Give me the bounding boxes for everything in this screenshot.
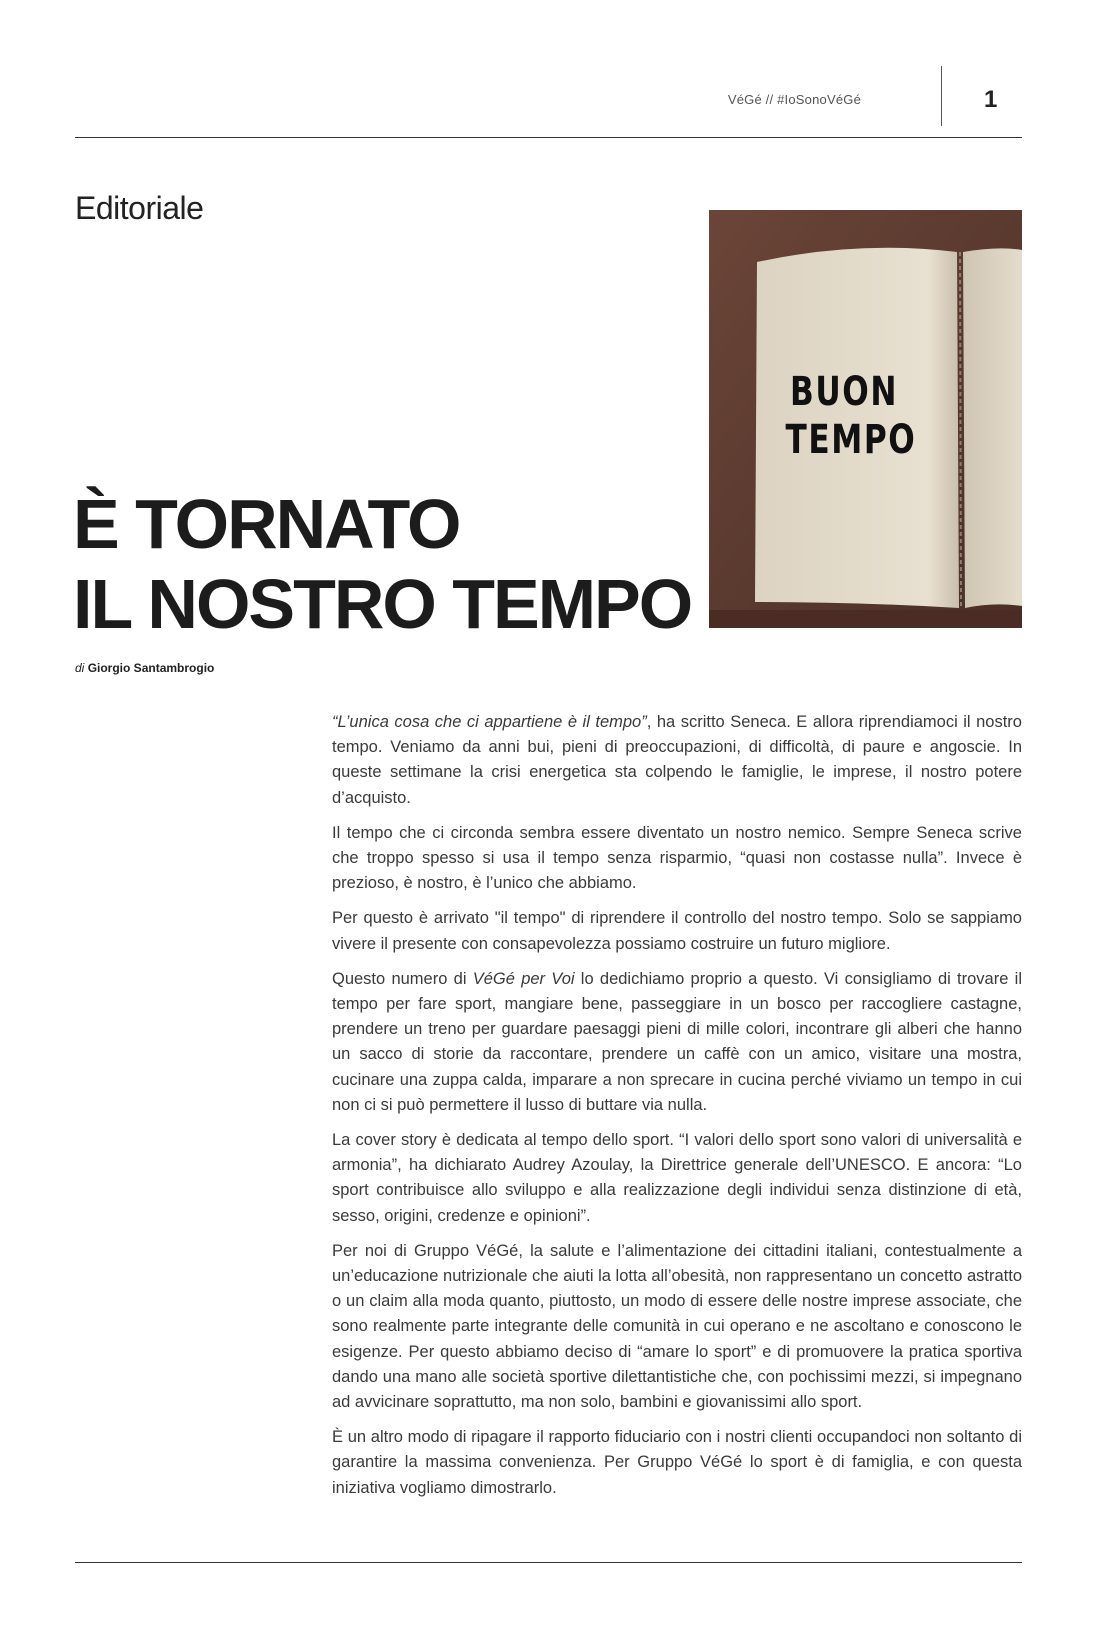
magazine-name: VéGé per Voi <box>472 969 575 988</box>
paragraph-4 <box>332 967 1022 1118</box>
section-label: Editoriale <box>75 190 204 226</box>
caption-line-1: BUON <box>789 369 898 415</box>
photo-caption <box>785 368 917 464</box>
article-title <box>73 484 691 644</box>
bottom-rule <box>75 1562 1022 1563</box>
notebook-photo <box>709 210 1022 628</box>
paragraph-3: Per questo è arrivato "il tempo" di riprendere il controllo del nostro tempo. Solo se sappiamo vivere il presente con consapevolezza possiamo costruire un futuro migliore. <box>332 909 1022 953</box>
caption-line-2: TEMPO <box>785 417 917 463</box>
byline <box>75 661 214 675</box>
article-body <box>332 710 1022 1511</box>
paragraph-4-start: Questo numero di <box>332 969 473 988</box>
paragraph-6: Per noi di Gruppo VéGé, la salute e l’alimentazione dei cittadini italiani, contestualmente a un’educazione nutrizionale che aiuti la lotta all’obesità, non rappresentano un concetto astratto o un claim alla moda quanto, piuttosto, un modo di essere delle nostre imprese associate, che sono realmente parte integrante delle comunità in cui operano e ne ascoltano e conoscono le esigenze. Per questo abbiamo deciso di “amare lo sport” e di promuovere la pratica sportiva dando una mano alle società sportive dilettantistiche che, con pochissimi mezzi, si impegnano ad avvicinare soprattutto, ma non solo, bambini e giovanissimi allo sport. <box>332 1241 1022 1412</box>
byline-prefix: di <box>75 661 85 675</box>
top-rule <box>75 137 1022 138</box>
paragraph-1-text: , ha scritto Seneca. E allora riprendiamoci il nostro tempo. Veniamo da anni bui, pieni di preoccupazioni, di difficoltà, di paure e angoscie. In queste settimane la crisi energetica sta colpendo le famiglie, le imprese, il nostro potere d’acquisto. <box>332 713 1022 807</box>
header-divider <box>941 66 942 126</box>
byline-author: Giorgio Santambrogio <box>87 661 215 675</box>
paragraph-1 <box>332 710 1022 811</box>
title-line-1: È TORNATO <box>73 485 460 563</box>
paragraph-4-text: lo dedichiamo proprio a questo. Vi consigliamo di trovare il tempo per fare sport, mangiare bene, passeggiare in un bosco per raccogliere castagne, prendere un treno per guardare paesaggi pieni di mille colori, incontrare gli alberi che hanno un sacco di storie da raccontare, prendere un caffè con un amico, visitare una mostra, cucinare una zuppa calda, imparare a non sprecare in cucina perché viviamo un tempo in cui non ci si può permettere il lusso di buttare via nulla. <box>332 969 1022 1114</box>
paragraph-5: La cover story è dedicata al tempo dello sport. “I valori dello sport sono valori di universalità e armonia”, ha dichiarato Audrey Azoulay, la Direttrice generale dell’UNESCO. E ancora: “Lo sport contribuisce allo sviluppo e alla realizzazione degli individui senza distinzione di età, sesso, origini, credenze e opinioni”. <box>332 1131 1022 1225</box>
running-title: VéGé // #IoSonoVéGé <box>727 92 861 107</box>
page-number: 1 <box>984 86 998 113</box>
paragraph-7: È un altro modo di ripagare il rapporto fiduciario con i nostri clienti occupandoci non soltanto di garantire la massima convenienza. Per Gruppo VéGé lo sport è di famiglia, e con questa iniziativa vogliamo dimostrarlo. <box>332 1428 1022 1497</box>
seneca-quote: “L’unica cosa che ci appartiene è il tempo” <box>332 713 647 731</box>
title-line-2: IL NOSTRO TEMPO <box>73 565 692 643</box>
paragraph-2: Il tempo che ci circonda sembra essere diventato un nostro nemico. Sempre Seneca scrive che troppo spesso si usa il tempo senza risparmio, “quasi non costasse nulla”. Invece è prezioso, è nostro, è l’unico che abbiamo. <box>332 823 1022 893</box>
